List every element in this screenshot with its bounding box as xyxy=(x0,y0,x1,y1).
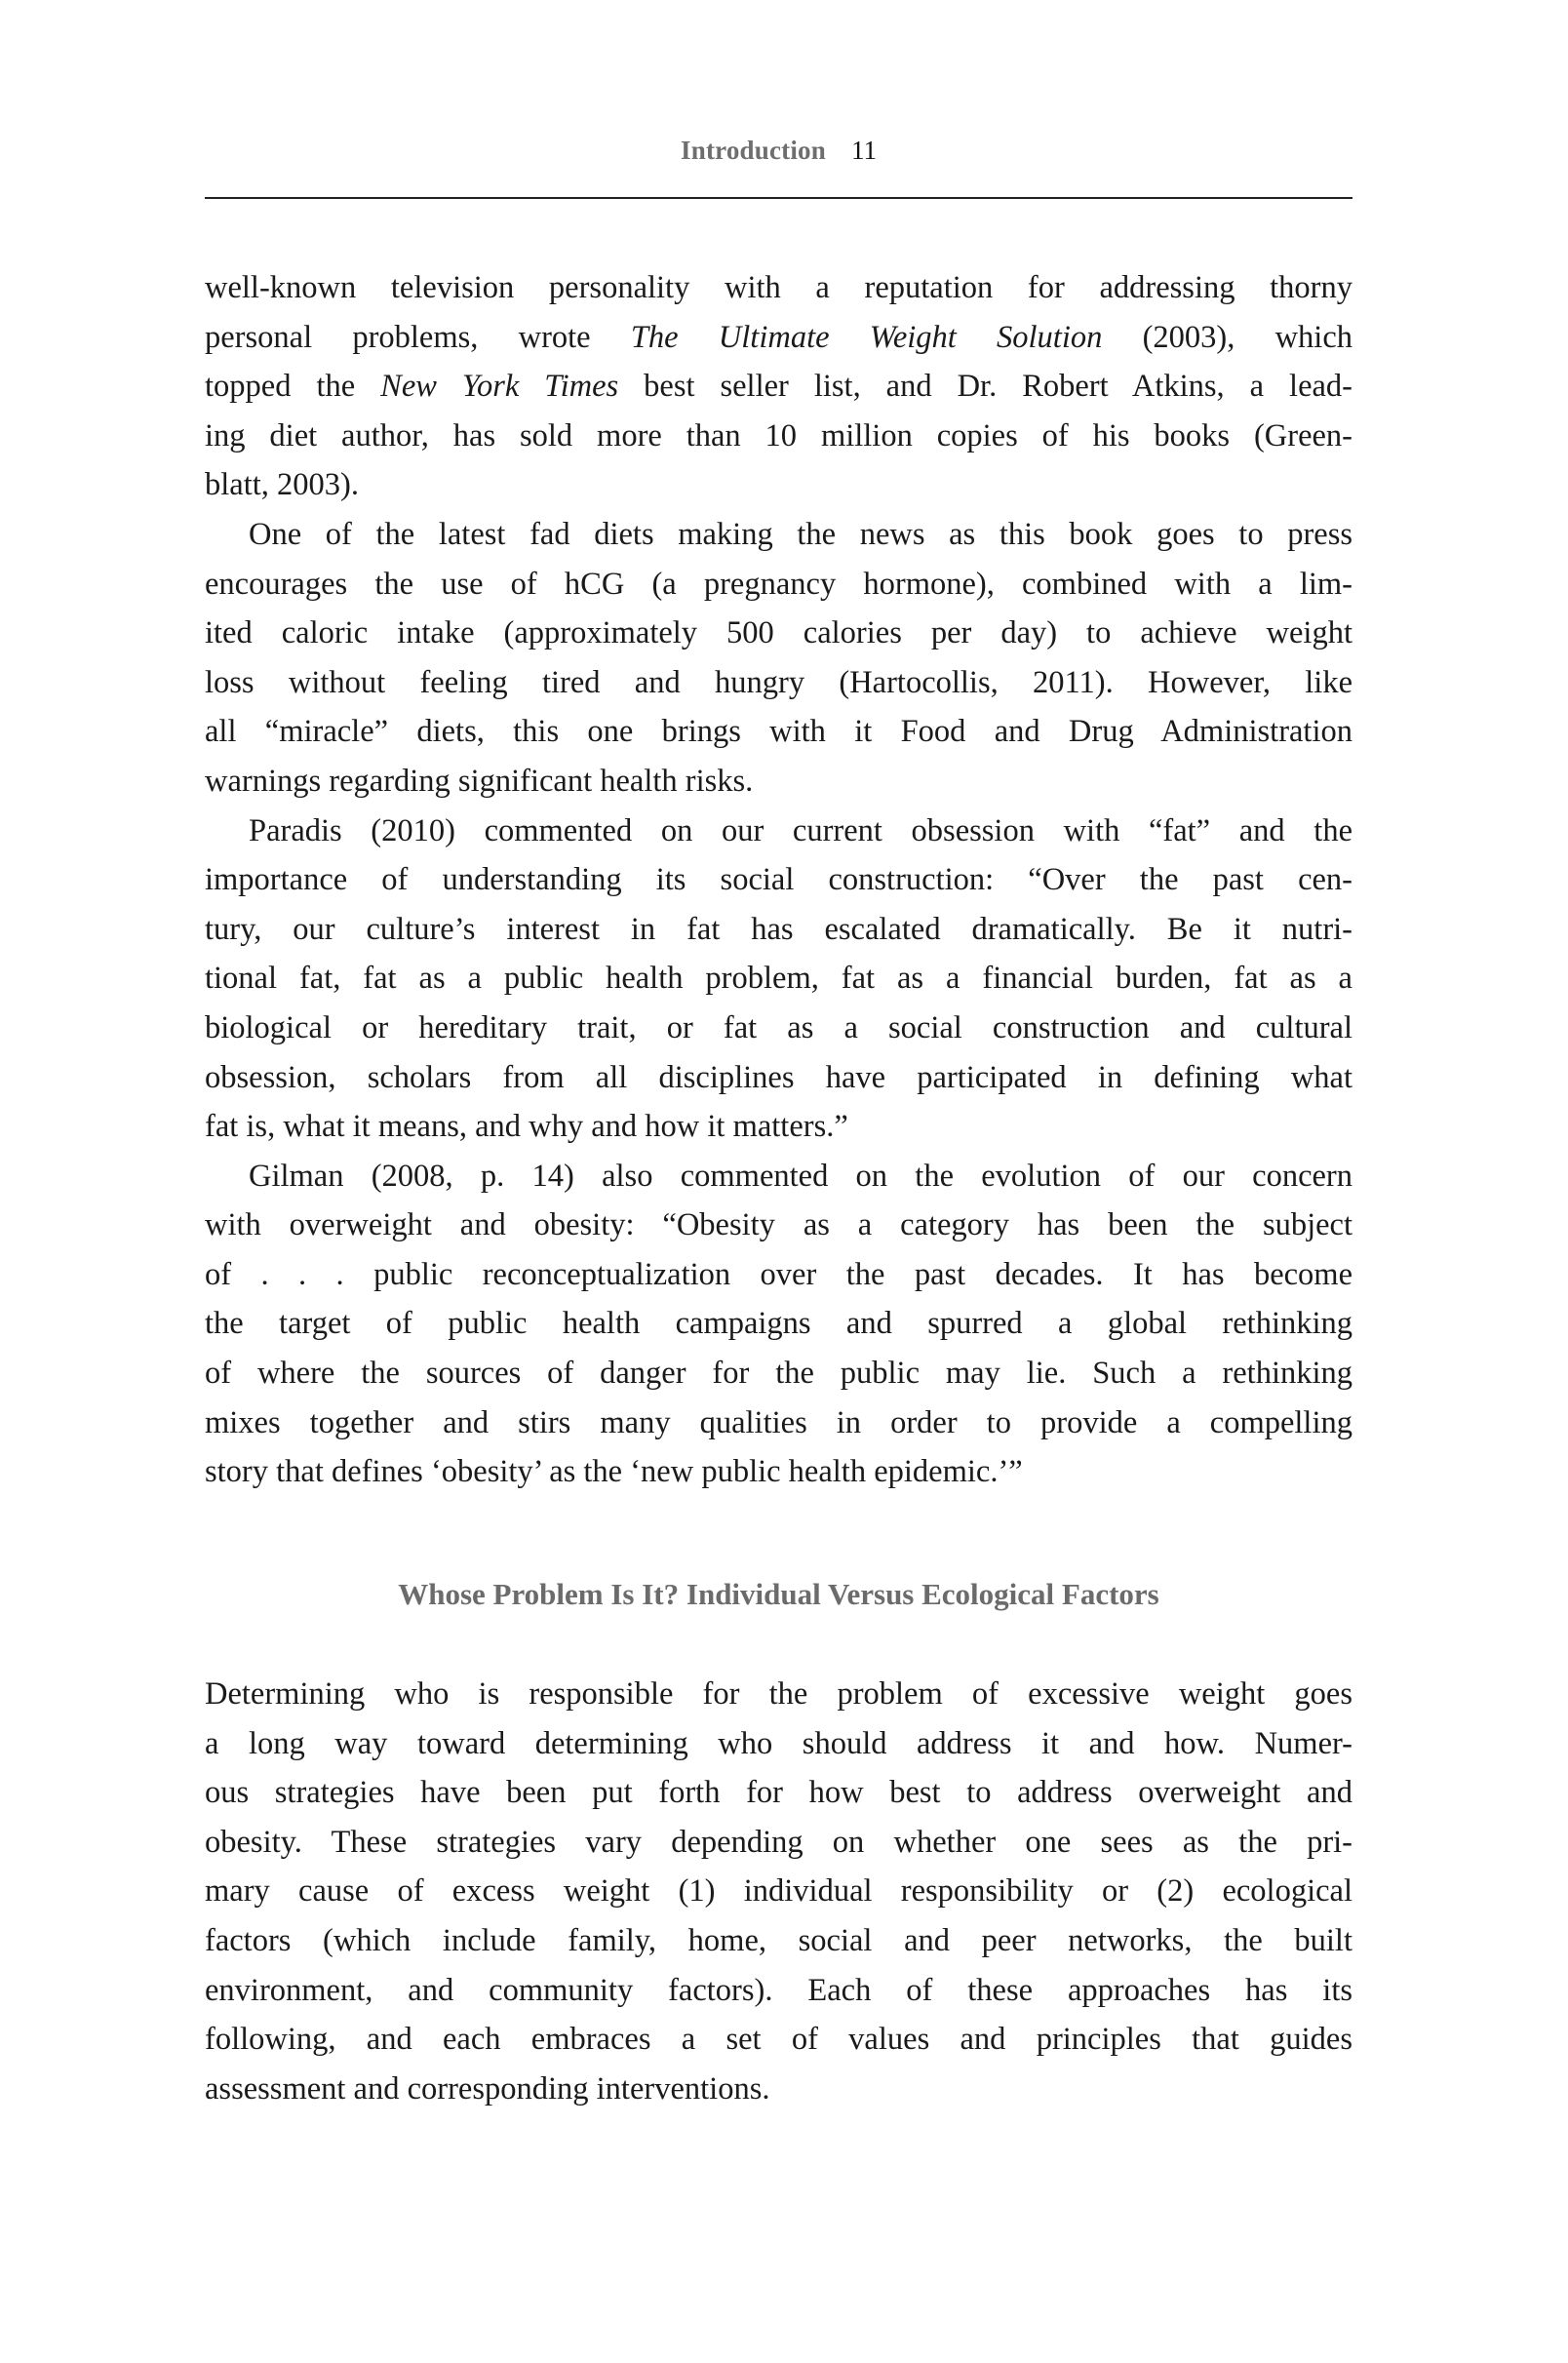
text-line xyxy=(205,954,1352,1004)
text-run: fat is, what it means, and why and how it matters.” xyxy=(205,1109,848,1145)
text-line xyxy=(205,460,1352,510)
text-run: story that defines ‘obesity’ as the ‘new public health epidemic.’” xyxy=(205,1454,1023,1490)
text-line xyxy=(205,1447,1352,1497)
text-line xyxy=(205,855,1352,905)
body-text-bottom xyxy=(205,1670,1352,2113)
text-line xyxy=(205,1768,1352,1818)
italic-title: The Ultimate Weight Solution xyxy=(630,319,1103,355)
text-run: topped the xyxy=(205,369,381,405)
text-run: following, and each embraces a set of values and principles that guides xyxy=(205,2022,1352,2058)
text-line xyxy=(205,412,1352,461)
paragraph xyxy=(205,807,1352,1152)
text-line xyxy=(205,1004,1352,1053)
text-run: personal problems, wrote xyxy=(205,319,631,355)
text-line xyxy=(205,1867,1352,1916)
text-line xyxy=(205,1349,1352,1398)
text-line xyxy=(205,757,1352,807)
paragraph xyxy=(205,1152,1352,1497)
text-run: One of the latest fad diets making the news as this book goes to press xyxy=(249,516,1352,552)
text-run: Paradis (2010) commented on our current obsession with “fat” and the xyxy=(249,812,1352,848)
text-run: (2003), which xyxy=(1102,319,1352,355)
text-run: encourages the use of hCG (a pregnancy hormone), combined with a lim- xyxy=(205,566,1352,602)
text-run: ited caloric intake (approximately 500 calories per day) to achieve weight xyxy=(205,615,1352,651)
text-run: Determining who is responsible for the problem of excessive weight goes xyxy=(205,1676,1352,1712)
text-run: warnings regarding significant health risks. xyxy=(205,763,754,799)
text-line xyxy=(205,658,1352,708)
text-run: ous strategies have been put forth for how best to address overweight and xyxy=(205,1775,1352,1811)
text-line xyxy=(205,707,1352,757)
text-line xyxy=(205,2015,1352,2065)
text-run: importance of understanding its social construction: “Over the past cen- xyxy=(205,862,1352,898)
text-run: environment, and community factors). Each of these approaches has its xyxy=(205,1972,1352,2008)
text-line xyxy=(205,560,1352,610)
header-rule xyxy=(205,197,1352,199)
text-run: with overweight and obesity: “Obesity as a category has been the subject xyxy=(205,1207,1352,1243)
text-run: of . . . public reconceptualization over the past decades. It has become xyxy=(205,1256,1352,1292)
text-run: obsession, scholars from all disciplines have participated in defining what xyxy=(205,1059,1352,1095)
text-line xyxy=(205,1152,1352,1201)
text-line xyxy=(205,263,1352,313)
running-head-title: Introduction xyxy=(681,136,826,165)
text-run: mixes together and stirs many qualities in order to provide a compelling xyxy=(205,1404,1352,1440)
text-line xyxy=(205,1966,1352,2016)
text-line xyxy=(205,1053,1352,1103)
text-run: mary cause of excess weight (1) individual responsibility or (2) ecological xyxy=(205,1873,1352,1910)
running-head xyxy=(205,131,1352,170)
paragraph xyxy=(205,263,1352,510)
text-line xyxy=(205,905,1352,955)
text-run: of where the sources of danger for the public may lie. Such a rethinking xyxy=(205,1356,1352,1392)
text-line xyxy=(205,1102,1352,1152)
text-run: assessment and corresponding interventions. xyxy=(205,2070,770,2107)
text-run: ing diet author, has sold more than 10 million copies of his books (Green- xyxy=(205,417,1352,453)
section-heading: Whose Problem Is It? Individual Versus Ecological Factors xyxy=(398,1577,1159,1611)
text-line xyxy=(205,313,1352,363)
text-run: biological or hereditary trait, or fat as a social construction and cultural xyxy=(205,1009,1352,1045)
text-run: the target of public health campaigns and spurred a global rethinking xyxy=(205,1306,1352,1342)
text-run: loss without feeling tired and hungry (Hartocollis, 2011). However, like xyxy=(205,664,1352,700)
paragraph xyxy=(205,510,1352,807)
text-line xyxy=(205,1250,1352,1300)
text-line xyxy=(205,1201,1352,1250)
text-run: all “miracle” diets, this one brings with it Food and Drug Administration xyxy=(205,714,1352,750)
text-line xyxy=(205,1299,1352,1349)
text-run: best seller list, and Dr. Robert Atkins, a lead- xyxy=(618,369,1352,405)
text-run: a long way toward determining who should address it and how. Numer- xyxy=(205,1725,1352,1761)
text-line xyxy=(205,807,1352,856)
text-line xyxy=(205,1916,1352,1966)
body-text-top xyxy=(205,263,1352,1497)
text-run: well-known television personality with a reputation for addressing thorny xyxy=(205,270,1352,305)
text-line xyxy=(205,2065,1352,2114)
text-run: tional fat, fat as a public health problem, fat as a financial burden, fat as a xyxy=(205,961,1352,997)
italic-title: New York Times xyxy=(380,369,619,405)
text-run: Gilman (2008, p. 14) also commented on the evolution of our concern xyxy=(249,1158,1352,1194)
text-line xyxy=(205,1719,1352,1769)
page-number: 11 xyxy=(850,136,877,165)
text-line xyxy=(205,510,1352,560)
text-line xyxy=(205,362,1352,412)
text-line xyxy=(205,1818,1352,1868)
text-run: blatt, 2003). xyxy=(205,467,359,503)
text-line xyxy=(205,1670,1352,1719)
paragraph xyxy=(205,1670,1352,2113)
text-line xyxy=(205,609,1352,658)
text-run: tury, our culture’s interest in fat has escalated dramatically. Be it nutri- xyxy=(205,911,1352,947)
text-line xyxy=(205,1398,1352,1448)
text-run: obesity. These strategies vary depending on whether one sees as the pri- xyxy=(205,1824,1352,1860)
text-run: factors (which include family, home, social and peer networks, the built xyxy=(205,1922,1352,1958)
